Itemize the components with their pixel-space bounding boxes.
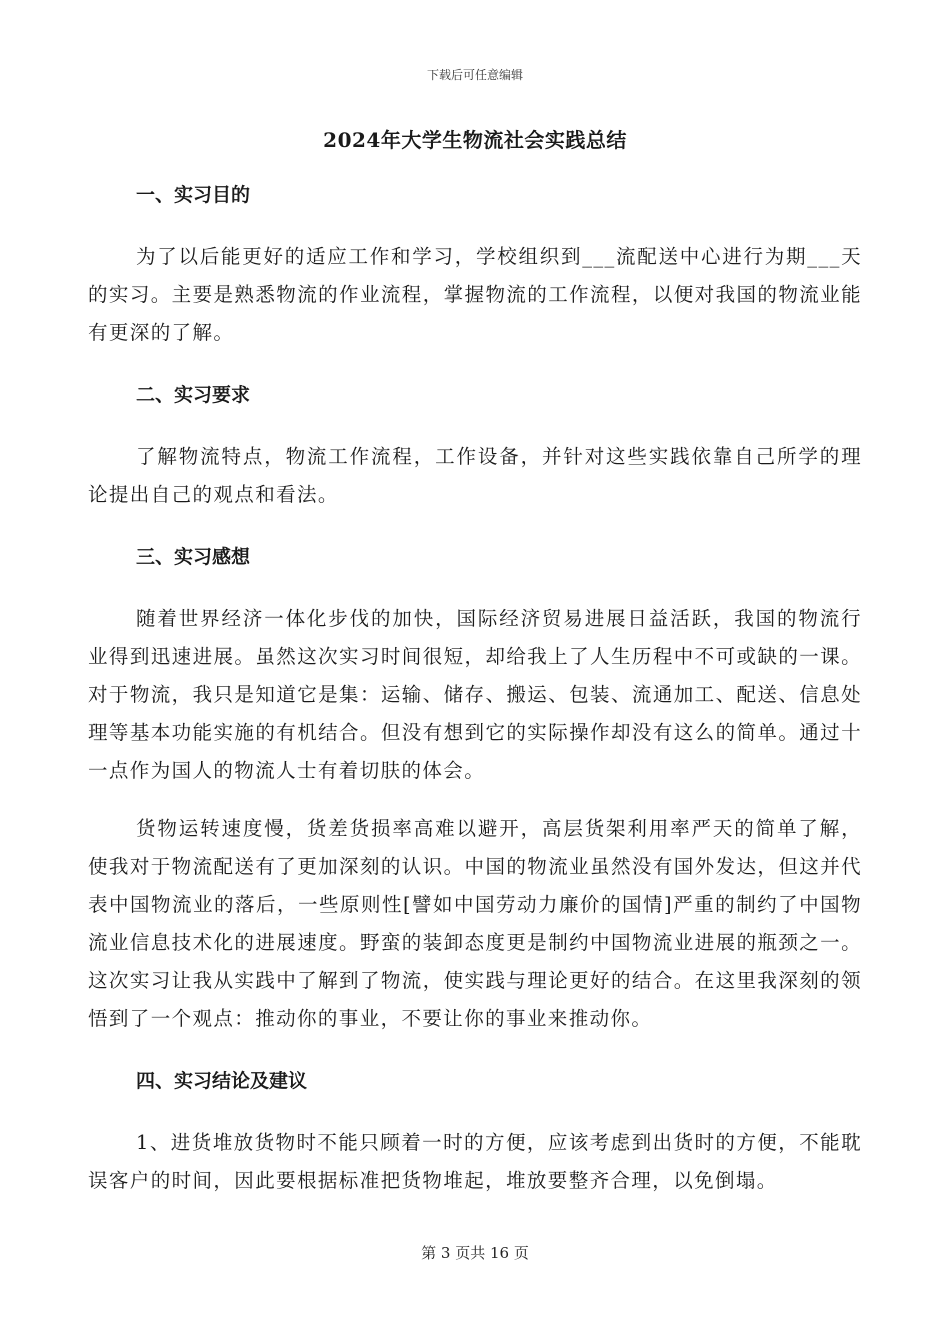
document-body (88, 172, 862, 1200)
paragraph-purpose: 为了以后能更好的适应工作和学习，学校组织到___流配送中心进行为期___天的实习。主要是熟悉物流的作业流程，掌握物流的工作流程，以便对我国的物流业能有更深的了解。 (88, 245, 862, 344)
paragraph-reflections-1: 随着世界经济一体化步伐的加快，国际经济贸易进展日益活跃，我国的物流行业得到迅速进展。虽然这次实习时间很短，却给我上了人生历程中不可或缺的一课。对于物流，我只是知道它是集：运输、储存、搬运、包装、流通加工、配送、信息处理等基本功能实施的有机结合。但没有想到它的实际操作却没有这么的简单。通过十一点作为国人的物流人士有着切肤的体会。 (88, 607, 862, 782)
document-title: 2024年大学生物流社会实践总结 (323, 128, 627, 152)
header-note: 下载后可任意编辑 (426, 68, 523, 82)
page-number-footer: 第 3 页共 16 页 (421, 1244, 529, 1262)
section-heading-reflections: 三、实习感想 (136, 546, 251, 568)
paragraph-conclusions-1: 1、进货堆放货物时不能只顾着一时的方便，应该考虑到出货时的方便，不能耽误客户的时间，因此要根据标准把货物堆起，堆放要整齐合理，以免倒塌。 (88, 1131, 862, 1192)
paragraph-reflections-2: 货物运转速度慢，货差货损率高难以避开，高层货架利用率严天的简单了解，使我对于物流配送有了更加深刻的认识。中国的物流业虽然没有国外发达，但这并代表中国物流业的落后，一些原则性[譬如中国劳动力廉价的国情]严重的制约了中国物流业信息技术化的进展速度。野蛮的装卸态度更是制约中国物流业进展的瓶颈之一。这次实习让我从实践中了解到了物流，使实践与理论更好的结合。在这里我深刻的领悟到了一个观点：推动你的事业，不要让你的事业来推动你。 (88, 817, 862, 1030)
paragraph-requirements: 了解物流特点，物流工作流程，工作设备，并针对这些实践依靠自己所学的理论提出自己的观点和看法。 (88, 445, 862, 506)
section-heading-purpose: 一、实习目的 (136, 184, 251, 206)
section-heading-requirements: 二、实习要求 (136, 384, 251, 406)
section-heading-conclusions: 四、实习结论及建议 (136, 1070, 308, 1092)
